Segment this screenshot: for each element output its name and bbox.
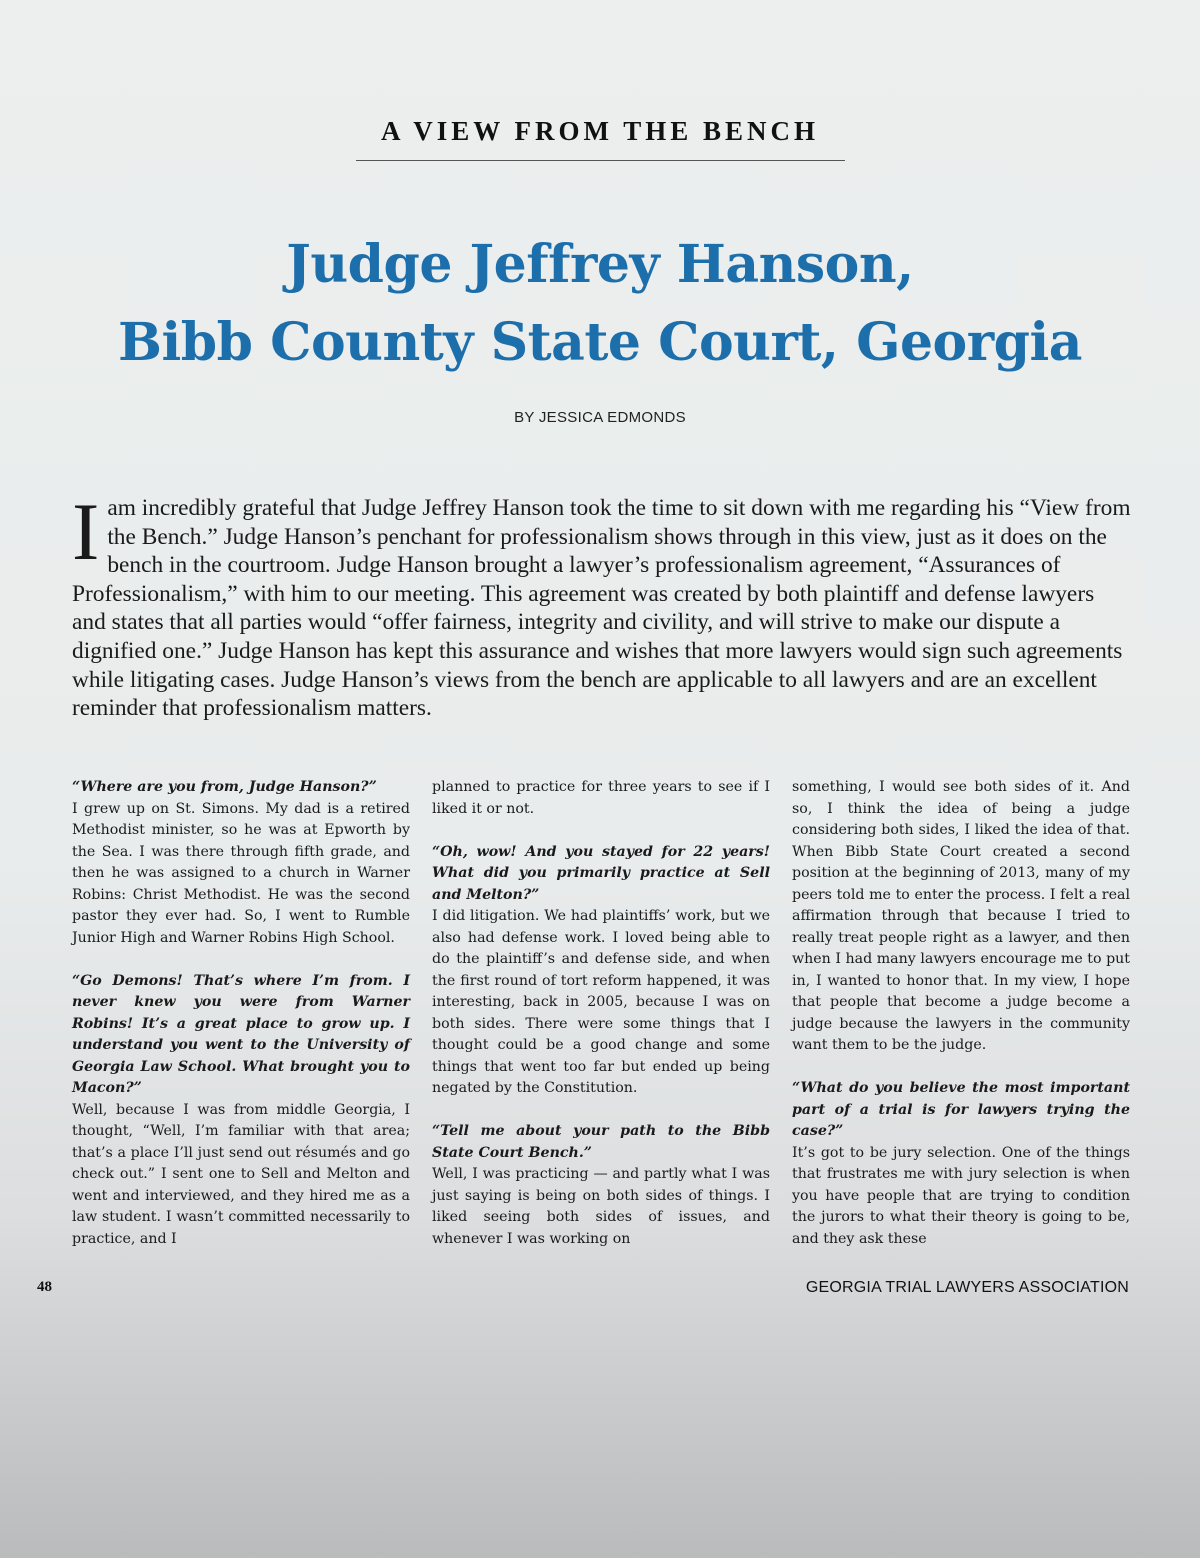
interview-answer: Well, because I was from middle Georgia, I thought, “Well, I’m familiar with that area; that’s a place I’ll just send out résumés and go check out.” I sent one to Sell and Melton and went and interviewed, and they hired me as a law student. I wasn’t committed necessarily to practice, and I: [72, 1101, 410, 1247]
interview-question: “Tell me about your path to the Bibb State Court Bench.”: [432, 1123, 770, 1161]
article-title: [0, 226, 1200, 382]
interview-question: “Go Demons! That’s where I’m from. I never knew you were from Warner Robins! It’s a great place to grow up. I understand you went to the University of Georgia Law School. What brought you to Macon?”: [72, 972, 410, 1096]
qa-block: [792, 1078, 1130, 1250]
interview-answer: I grew up on St. Simons. My dad is a retired Methodist minister, so he was at Epworth by the Sea. I was there through fifth grade, and then he was assigned to a church in Warner Robins: Christ Methodist. He was the second pastor they ever had. So, I went to Rumble Junior High and Warner Robins High School.: [72, 800, 410, 946]
qa-block: [72, 777, 410, 949]
answer-continuation: [792, 777, 1130, 1057]
page-number: 48: [37, 1279, 52, 1295]
title-line-2: Bibb County State Court, Georgia: [118, 312, 1082, 373]
title-line-1: Judge Jeffrey Hanson,: [286, 234, 914, 295]
interview-question: “Oh, wow! And you stayed for 22 years! What did you primarily practice at Sell and Melton?”: [432, 843, 770, 903]
interview-answer: Well, I was practicing — and partly what I was just saying is being on both sides of things. I liked seeing both sides of issues, and whenever I was working on: [432, 1166, 770, 1247]
interview-answer: It’s got to be jury selection. One of the things that frustrates me with jury selection is when you have people that are trying to condition the jurors to what their theory is going to be, and they ask these: [792, 1144, 1130, 1247]
qa-block: [432, 1121, 770, 1250]
byline: BY JESSICA EDMONDS: [514, 409, 686, 426]
answer-continuation: [432, 777, 770, 820]
publication-name: GEORGIA TRIAL LAWYERS ASSOCIATION: [805, 1279, 1129, 1296]
interview-question: “What do you believe the most important part of a trial is for lawyers trying the case?”: [792, 1080, 1130, 1139]
article-column-2: [432, 777, 770, 1272]
intro-paragraph: [72, 486, 1132, 723]
interview-answer: something, I would see both sides of it. And so, I think the idea of being a judge considering both sides, I liked the idea of that. When Bibb State Court created a second position at the beginning of 2013, many of my peers told me to enter the process. I felt a real affirmation through that because I tried to really treat people right as a lawyer, and then when I had many lawyers encourage me to put in, I wanted to honor that. In my view, I hope that people that become a judge become a judge because the lawyers in the community want them to be the judge.: [792, 779, 1130, 1053]
section-label: A VIEW FROM THE BENCH: [380, 116, 820, 146]
article-column-1: [72, 777, 410, 1272]
intro-text: am incredibly grateful that Judge Jeffrey Hanson took the time to sit down with me regarding his “View from the Bench.” Judge Hanson’s penchant for professionalism shows through in this view, just as it does on the bench in the courtroom. Judge Hanson brought a lawyer’s professionalism agreement, “Assurances of Professionalism,” with him to our meeting. This agreement was created by both plaintiff and defense lawyers and states that all parties would “offer fairness, integrity and civility, and will strive to make our dispute a dignified one.” Judge Hanson has kept this assurance and wishes that more lawyers would sign such agreements while litigating cases. Judge Hanson’s views from the bench are applicable to all lawyers and are an excellent reminder that professionalism matters.: [72, 495, 1131, 722]
qa-block: [72, 971, 410, 1251]
article-column-3: [792, 777, 1130, 1272]
interview-answer: I did litigation. We had plaintiffs’ work, but we also had defense work. I loved being able to do the plaintiff’s and defense side, and when the first round of tort reform happened, it was interesting, back in 2005, because I was on both sides. There were some things that I thought could be a good change and some things that went too far but ended up being negated by the Constitution.: [432, 908, 770, 1096]
interview-answer: planned to practice for three years to see if I liked it or not.: [432, 779, 770, 817]
interview-question: “Where are you from, Judge Hanson?”: [72, 779, 377, 795]
drop-cap: I: [72, 486, 100, 577]
qa-block: [432, 842, 770, 1100]
section-divider: [356, 160, 845, 161]
